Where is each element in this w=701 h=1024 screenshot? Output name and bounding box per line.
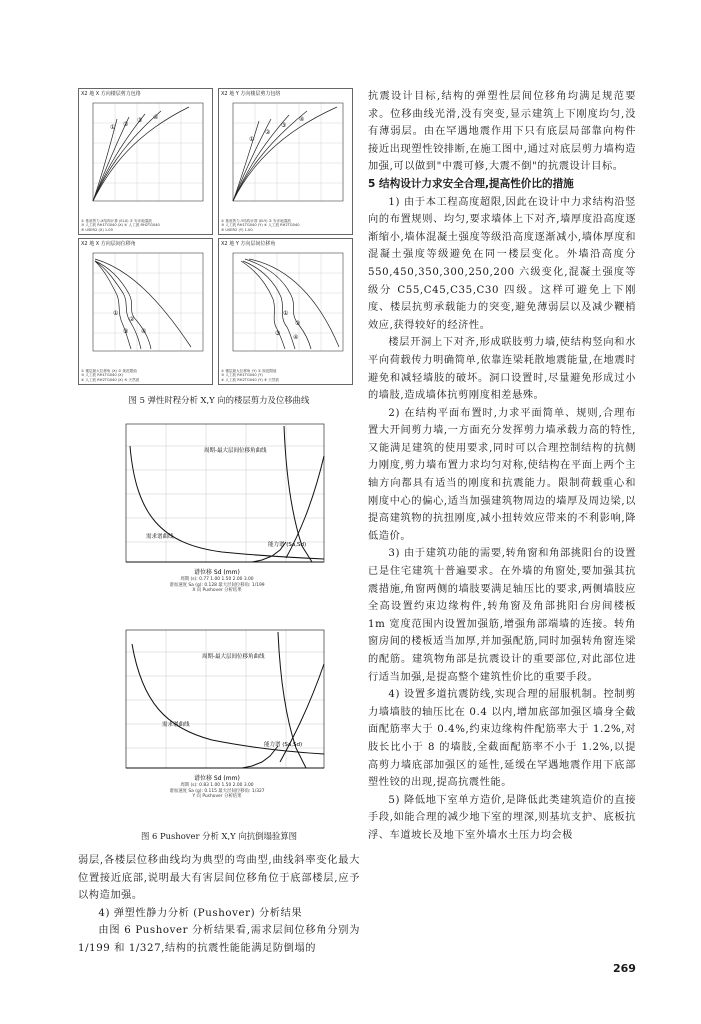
marker-1: ① — [283, 310, 289, 317]
marker-1: ① — [249, 136, 255, 143]
marker-2: ② — [123, 121, 129, 128]
fig5-panel-y-shear-plot — [219, 89, 352, 234]
fig5-panel-title: X2 地 X 方向楼层剪力包络 — [81, 91, 141, 97]
curve-label-1: 周期-最大层间位移角曲线 — [202, 654, 265, 660]
marker-3: ③ — [281, 122, 287, 129]
pushover-chart-x-plot — [102, 416, 332, 576]
left-body-text — [78, 852, 360, 958]
marker-3: ③ — [123, 328, 129, 335]
paragraph: 5) 降低地下室单方造价,是降低此类建筑造价的直接手段,如能合理的减少地下室的埋深,则基坑支护、底板抗浮、车道坡长及地下室外墙水土压力均会极 — [368, 794, 636, 841]
x-axis-label: 谱位移 Sd (mm) — [194, 775, 240, 782]
x-axis-label: 谱位移 Sd (mm) — [194, 569, 240, 576]
fig5-panel-title: X2 地 Y 方向楼层剪力包络 — [221, 91, 281, 97]
marker-3: ③ — [137, 117, 143, 124]
fig5-panel-title: X2 地 Y 方向层间位移角 — [221, 241, 276, 247]
curve-label-3: 能力谱 (Sa,Sd) — [268, 542, 307, 548]
fig5-panel-x-drift-plot — [79, 239, 212, 384]
paragraph: 1) 由于本工程高度超限,因此在设计中力求结构沿竖向的布置规则、均匀,要求墙体上下对齐,墙厚度沿高度逐渐缩小,墙体混凝土强度等级沿高度逐渐减小,墙体厚度和混凝土强度等级避免在同一楼层变化。外墙沿高度分 550,450,350,300,250,200 六级变化,混凝土强度等级分 C55,C45,C35,C30 四级。这样可避免上下刚度、楼层抗剪承载能力的突变,避免薄弱层以及减少鞭梢效应,获得较好的经济性。 — [368, 196, 636, 331]
pushover-chart-y — [102, 622, 332, 822]
fig5-panel-x-shear-plot — [79, 89, 212, 234]
marker-4: ④ — [293, 334, 299, 341]
fig5-panel-legend: ① 楼层最大位移角 (Y) ② 规范限值 ③ 人工波 RH1TG040 (Y) ④ 人工波 RH2TG040 (Y) ⑤ 天然波 — [221, 369, 280, 382]
marker-4: ④ — [141, 328, 147, 335]
marker-3: ③ — [275, 330, 281, 337]
pushover-notes-y: 周期 (s): 0.83 1.00 1.50 2.00 3.00 谱加速度 Sa (g): 0.115 最大层间位移角: 1/327 Y 向 Pushover 分析结果 — [169, 783, 265, 800]
paragraph: 弱层,各楼层位移曲线均为典型的弯曲型,曲线斜率变化最大位置接近底部,说明最大有害层间位移角位于底部楼层,应予以构造加强。 — [78, 855, 360, 902]
fig5-panel-legend: ① 基底剪力-X结构计算 (ELX) ② 安评地震波 ③ 人工波 RH1TG040 (X) ④ 人工波 RH2TG040 ⑤ USER2 (X) 1.00 — [81, 219, 160, 232]
marker-1: ① — [110, 124, 116, 131]
marker-2: ② — [265, 129, 271, 136]
marker-4: ④ — [153, 114, 159, 121]
paragraph: 4) 设置多道抗震防线,实现合理的屈服机制。控制剪力墙墙肢的轴压比在 0.4 以内,增加底部加强区墙身全截面配筋率大于 0.4%,约束边缘构件配筋率大于 1.2%,对肢长比小于 8 的墙肢,全截面配筋率不小于 1.2%,以提高剪力墙底部加强区的延性,延缓在罕遇地震作用下底部塑性铰的出现,提高抗震性能。 — [368, 689, 636, 789]
pushover-notes-x: 周期 (s): 0.77 1.00 1.50 2.00 3.00 谱加速度 Sa (g): 0.128 最大层间位移角: 1/199 X 向 Pushover 分析结果 — [169, 577, 265, 594]
curve-label-2: 需求谱曲线 — [146, 534, 174, 540]
left-column — [78, 88, 360, 958]
fig5-panel-legend: ① 基底剪力-Y结构计算 (ELY) ② 安评地震波 ③ 人工波 RH1TG040 (Y) ④ 人工波 RH2TG040 ⑤ USER2 (Y) 1.00 — [221, 219, 300, 232]
pushover-chart-x — [102, 416, 332, 616]
fig5-panel-x-drift — [78, 238, 213, 385]
subheading-pushover: 4) 弹塑性静力分析 (Pushover) 分析结果 — [98, 907, 303, 919]
marker-4: ④ — [299, 116, 305, 123]
fig5-panel-x-shear — [78, 88, 213, 235]
paragraph: 楼层开洞上下对齐,形成联肢剪力墙,使结构竖向和水平向荷载传力明确简单,依靠连梁耗散地震能量,在地震时避免和减轻墙肢的破坏。洞口设置时,尽量避免形成过小的墙肢,造成墙体抗剪刚度相差悬殊。 — [368, 337, 636, 402]
marker-2: ② — [295, 320, 301, 327]
paragraph: 由图 6 Pushover 分析结果看,需求层间位移角分别为 1/199 和 1/327,结构的抗震性能能满足防倒塌的 — [78, 925, 360, 954]
figure-6-caption: 图 6 Pushover 分析 X,Y 向抗倒塌验算图 — [141, 831, 297, 841]
fig5-panel-y-shear — [218, 88, 353, 235]
paragraph: 3) 由于建筑功能的需要,转角窗和角部挑阳台的设置已是住宅建筑十普遍要求。在外墙的角窗处,要加强其抗震措施,角窗两侧的墙肢要满足轴压比的要求,两侧墙肢应全高设置约束边缘构件,转角窗及角部挑阳台房间楼板 1m 宽度范围内设置加强筋,增强角部端墙的连接。转角窗房间的楼板适当加厚,并加强配筋,同时加强转角窗连梁的配筋。建筑物角部是抗震设计的重要部位,对此部位进行适当加强,是提高整个建筑性价比的重要手段。 — [368, 548, 636, 683]
fig5-panel-title: X2 地 X 方向层间位移角 — [81, 241, 136, 247]
figure-5 — [78, 88, 353, 388]
fig5-panel-legend: ① 楼层最大位移角 (X) ② 规范限值 ③ 人工波 RH1TG040 (X) ④ 人工波 RH2TG040 (X) ⑤ 天然波 — [81, 369, 140, 382]
section-heading: 5 结构设计力求安全合理,提高性价比的措施 — [368, 177, 574, 190]
paragraph: 2) 在结构平面布置时,力求平面简单、规则,合理布置大开间剪力墙,一方面充分发挥剪力墙承载力高的特性,又能满足建筑的使用要求,同时可以合理控制结构的抗侧力刚度,剪力墙布置力求均匀对称,使结构在平面上两个主轴方向都具有适当的刚度和抗震能力。限制荷载重心和刚度中心的偏心,适当加强建筑物周边的墙厚及周边梁,以提高建筑物的抗扭刚度,减小扭转效应带来的不利影响,降低造价。 — [368, 407, 636, 542]
marker-2: ② — [129, 316, 135, 323]
paragraph: 抗震设计目标,结构的弹塑性层间位移角均满足规范要求。位移曲线光滑,没有突变,显示建筑上下刚度均匀,没有薄弱层。由在罕遇地震作用下只有底层局部靠向构件接近出现塑性铰排断,在施工图中,通过对底层剪力墙构造加强,可以做到"中震可修,大震不倒"的抗震设计目标。 — [368, 91, 636, 173]
figure-5-caption: 图 5 弹性时程分析 X,Y 向的楼层剪力及位移曲线 — [128, 395, 310, 405]
curve-label-1: 周期-最大层间位移角曲线 — [204, 448, 267, 454]
right-column — [368, 88, 636, 845]
curve-label-3: 能力谱 (Sa,Sd) — [264, 742, 303, 748]
fig5-panel-y-drift-plot — [219, 239, 352, 384]
page-number: 269 — [613, 962, 636, 975]
curve-label-2: 需求谱曲线 — [162, 722, 190, 728]
fig5-panel-y-drift — [218, 238, 353, 385]
figure-6 — [102, 416, 332, 822]
marker-1: ① — [113, 310, 119, 317]
pushover-chart-y-plot — [102, 622, 332, 782]
